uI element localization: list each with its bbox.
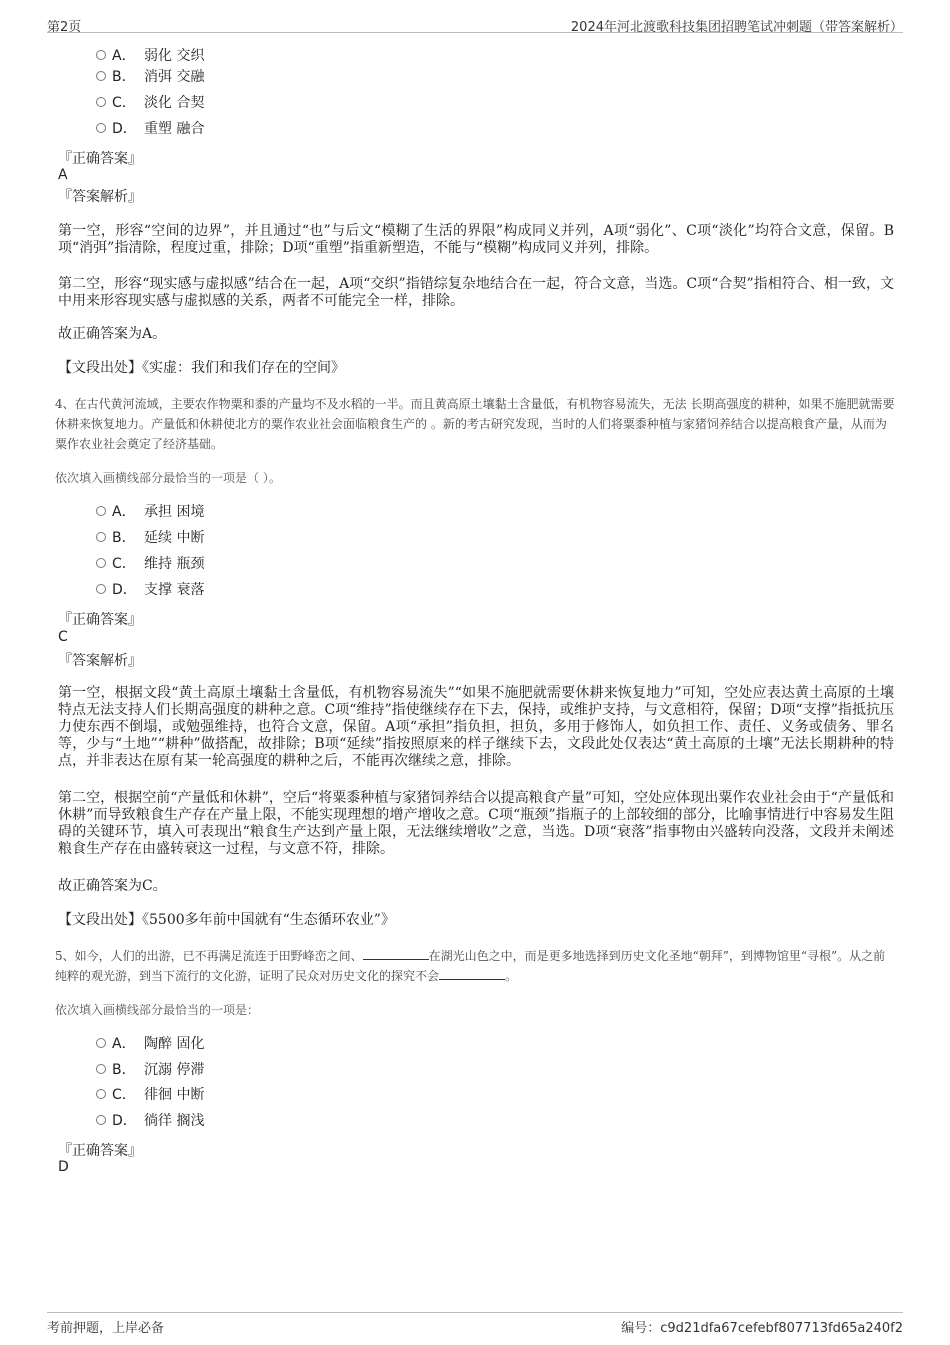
q4-answer-label: 『正确答案』 [58, 612, 142, 628]
q4-option-d[interactable]: D． 支撑 衰落 [96, 580, 204, 600]
q3-conclusion: 故正确答案为A。 [58, 326, 167, 342]
radio-icon[interactable] [96, 123, 106, 133]
q4-prompt: 依次填入画横线部分最恰当的一项是（ ）。 [55, 471, 281, 485]
q5-option-a[interactable]: A． 陶醉 固化 [96, 1034, 204, 1054]
q5-option-c[interactable]: C． 徘徊 中断 [96, 1085, 204, 1105]
radio-icon[interactable] [96, 558, 106, 568]
radio-icon[interactable] [96, 532, 106, 542]
q3-option-b[interactable]: B． 消弭 交融 [96, 67, 204, 87]
radio-icon[interactable] [96, 1038, 106, 1048]
q3-option-a[interactable]: A． 弱化 交织 [96, 46, 204, 66]
q4-analysis-label: 『答案解析』 [58, 653, 142, 669]
q4-option-a[interactable]: A． 承担 困境 [96, 502, 204, 522]
q3-analysis-1: 第一空，形容“空间的边界”，并且通过“也”与后文“模糊了生活的界限”构成同义并列，A项“弱化”、C项“淡化”均符合文意，保留。B项“消弭”指清除，程度过重，排除；D项“重塑”指重新塑造，不能与“模糊”构成同义并列，排除。 [58, 223, 894, 256]
radio-icon[interactable] [96, 97, 106, 107]
q3-analysis-2: 第二空，形容“现实感与虚拟感”结合在一起，A项“交织”指错综复杂地结合在一起，符合文意，当选。C项“合契”指相符合、相一致，文中用来形容现实感与虚拟感的关系，两者不可能完全一样，排除。 [58, 276, 894, 309]
q5-prompt: 依次填入画横线部分最恰当的一项是： [55, 1003, 260, 1017]
q4-question: 4、在古代黄河流域，主要农作物粟和黍的产量均不及水稻的一半。而且黄高原土壤黏土含量低，有机物容易流失，无法 长期高强度的耕种，如果不施肥就需要休耕来恢复地力。产量低和休耕使北方的粟作农业社会面临粮食生产的 。新的考古研究发现，当时的人们将粟黍种植与家猪饲养结合以提高粮食产量，从而为粟作农业社会奠定了经济基础。 [55, 397, 895, 451]
q4-option-c[interactable]: C． 维持 瓶颈 [96, 554, 204, 574]
q3-answer-label: 『正确答案』 [58, 151, 142, 167]
radio-icon[interactable] [96, 1064, 106, 1074]
blank-line [363, 947, 429, 960]
page-footer [47, 1312, 903, 1335]
radio-icon[interactable] [96, 1089, 106, 1099]
q3-option-c[interactable]: C． 淡化 合契 [96, 93, 204, 113]
q5-option-d[interactable]: D． 徜徉 搁浅 [96, 1111, 204, 1131]
q5-question: 5、如今，人们的出游，已不再满足流连于田野峰峦之间、 在湖光山色之中，而是更多地选择到历史文化圣地“朝拜”，到博物馆里“寻根”。从之前纯粹的观光游，到当下流行的文化游，证明了民众对历史文化的探究不会 。 [55, 949, 886, 983]
q3-answer: A [58, 167, 68, 183]
page-header [47, 12, 903, 33]
q3-source: 【文段出处】《实虚：我们和我们存在的空间》 [58, 360, 345, 376]
radio-icon[interactable] [96, 1115, 106, 1125]
document-title: 2024年河北渡歌科技集团招聘笔试冲刺题（带答案解析） [570, 20, 903, 35]
radio-icon[interactable] [96, 506, 106, 516]
radio-icon[interactable] [96, 584, 106, 594]
q4-analysis-1: 第一空，根据文段“黄土高原土壤黏土含量低，有机物容易流失”“如果不施肥就需要休耕来恢复地力”可知，空处应表达黄土高原的土壤特点无法支持人们长期高强度的耕种之意。C项“维持”指使继续存在下去，保持，或维护支持，与文意相符，保留；D项“支撑”指抵抗压力使东西不倒塌，或勉强维持，也符合文意，保留。A项“承担”指负担，担负，多用于修饰人，如负担工作、责任、义务或债务、罪名等，少与“土地”“耕种”做搭配，故排除；B项“延续”指按照原来的样子继续下去，文段此处仅表达“黄土高原的土壤”无法长期耕种的特点，并非表达在原有某一轮高强度的耕种之后，不能再次继续之意，排除。 [58, 685, 894, 769]
q3-option-d[interactable]: D． 重塑 融合 [96, 119, 204, 139]
document-id: 编号：c9d21dfa67cefebf807713fd65a240f2 [621, 1321, 903, 1336]
radio-icon[interactable] [96, 50, 106, 60]
q5-answer-label: 『正确答案』 [58, 1143, 142, 1159]
q4-conclusion: 故正确答案为C。 [58, 878, 167, 894]
q4-source: 【文段出处】《5500多年前中国就有“生态循环农业”》 [58, 912, 395, 928]
page-number: 第2页 [47, 20, 82, 35]
q4-option-b[interactable]: B． 延续 中断 [96, 528, 204, 548]
q5-answer: D [58, 1159, 69, 1175]
q5-option-b[interactable]: B． 沉溺 停滞 [96, 1060, 204, 1080]
q3-analysis-label: 『答案解析』 [58, 189, 142, 205]
footer-slogan: 考前押题，上岸必备 [47, 1321, 165, 1336]
q4-answer: C [58, 629, 68, 645]
radio-icon[interactable] [96, 71, 106, 81]
q4-analysis-2: 第二空，根据空前“产量低和休耕”，空后“将粟黍种植与家猪饲养结合以提高粮食产量”可知，空处应体现出粟作农业社会由于“产量低和休耕”而导致粮食生产存在产量上限，不能实现理想的增产增收之意。C项“瓶颈”指瓶子的上部较细的部分，比喻事情进行中容易发生阻碍的关键环节，填入可表现出“粮食生产达到产量上限，无法继续增收”之意，当选。D项“衰落”指事物由兴盛转向没落，文段并未阐述粮食生产存在由盛转衰这一过程，与文意不符，排除。 [58, 790, 894, 857]
blank-line [439, 967, 505, 980]
